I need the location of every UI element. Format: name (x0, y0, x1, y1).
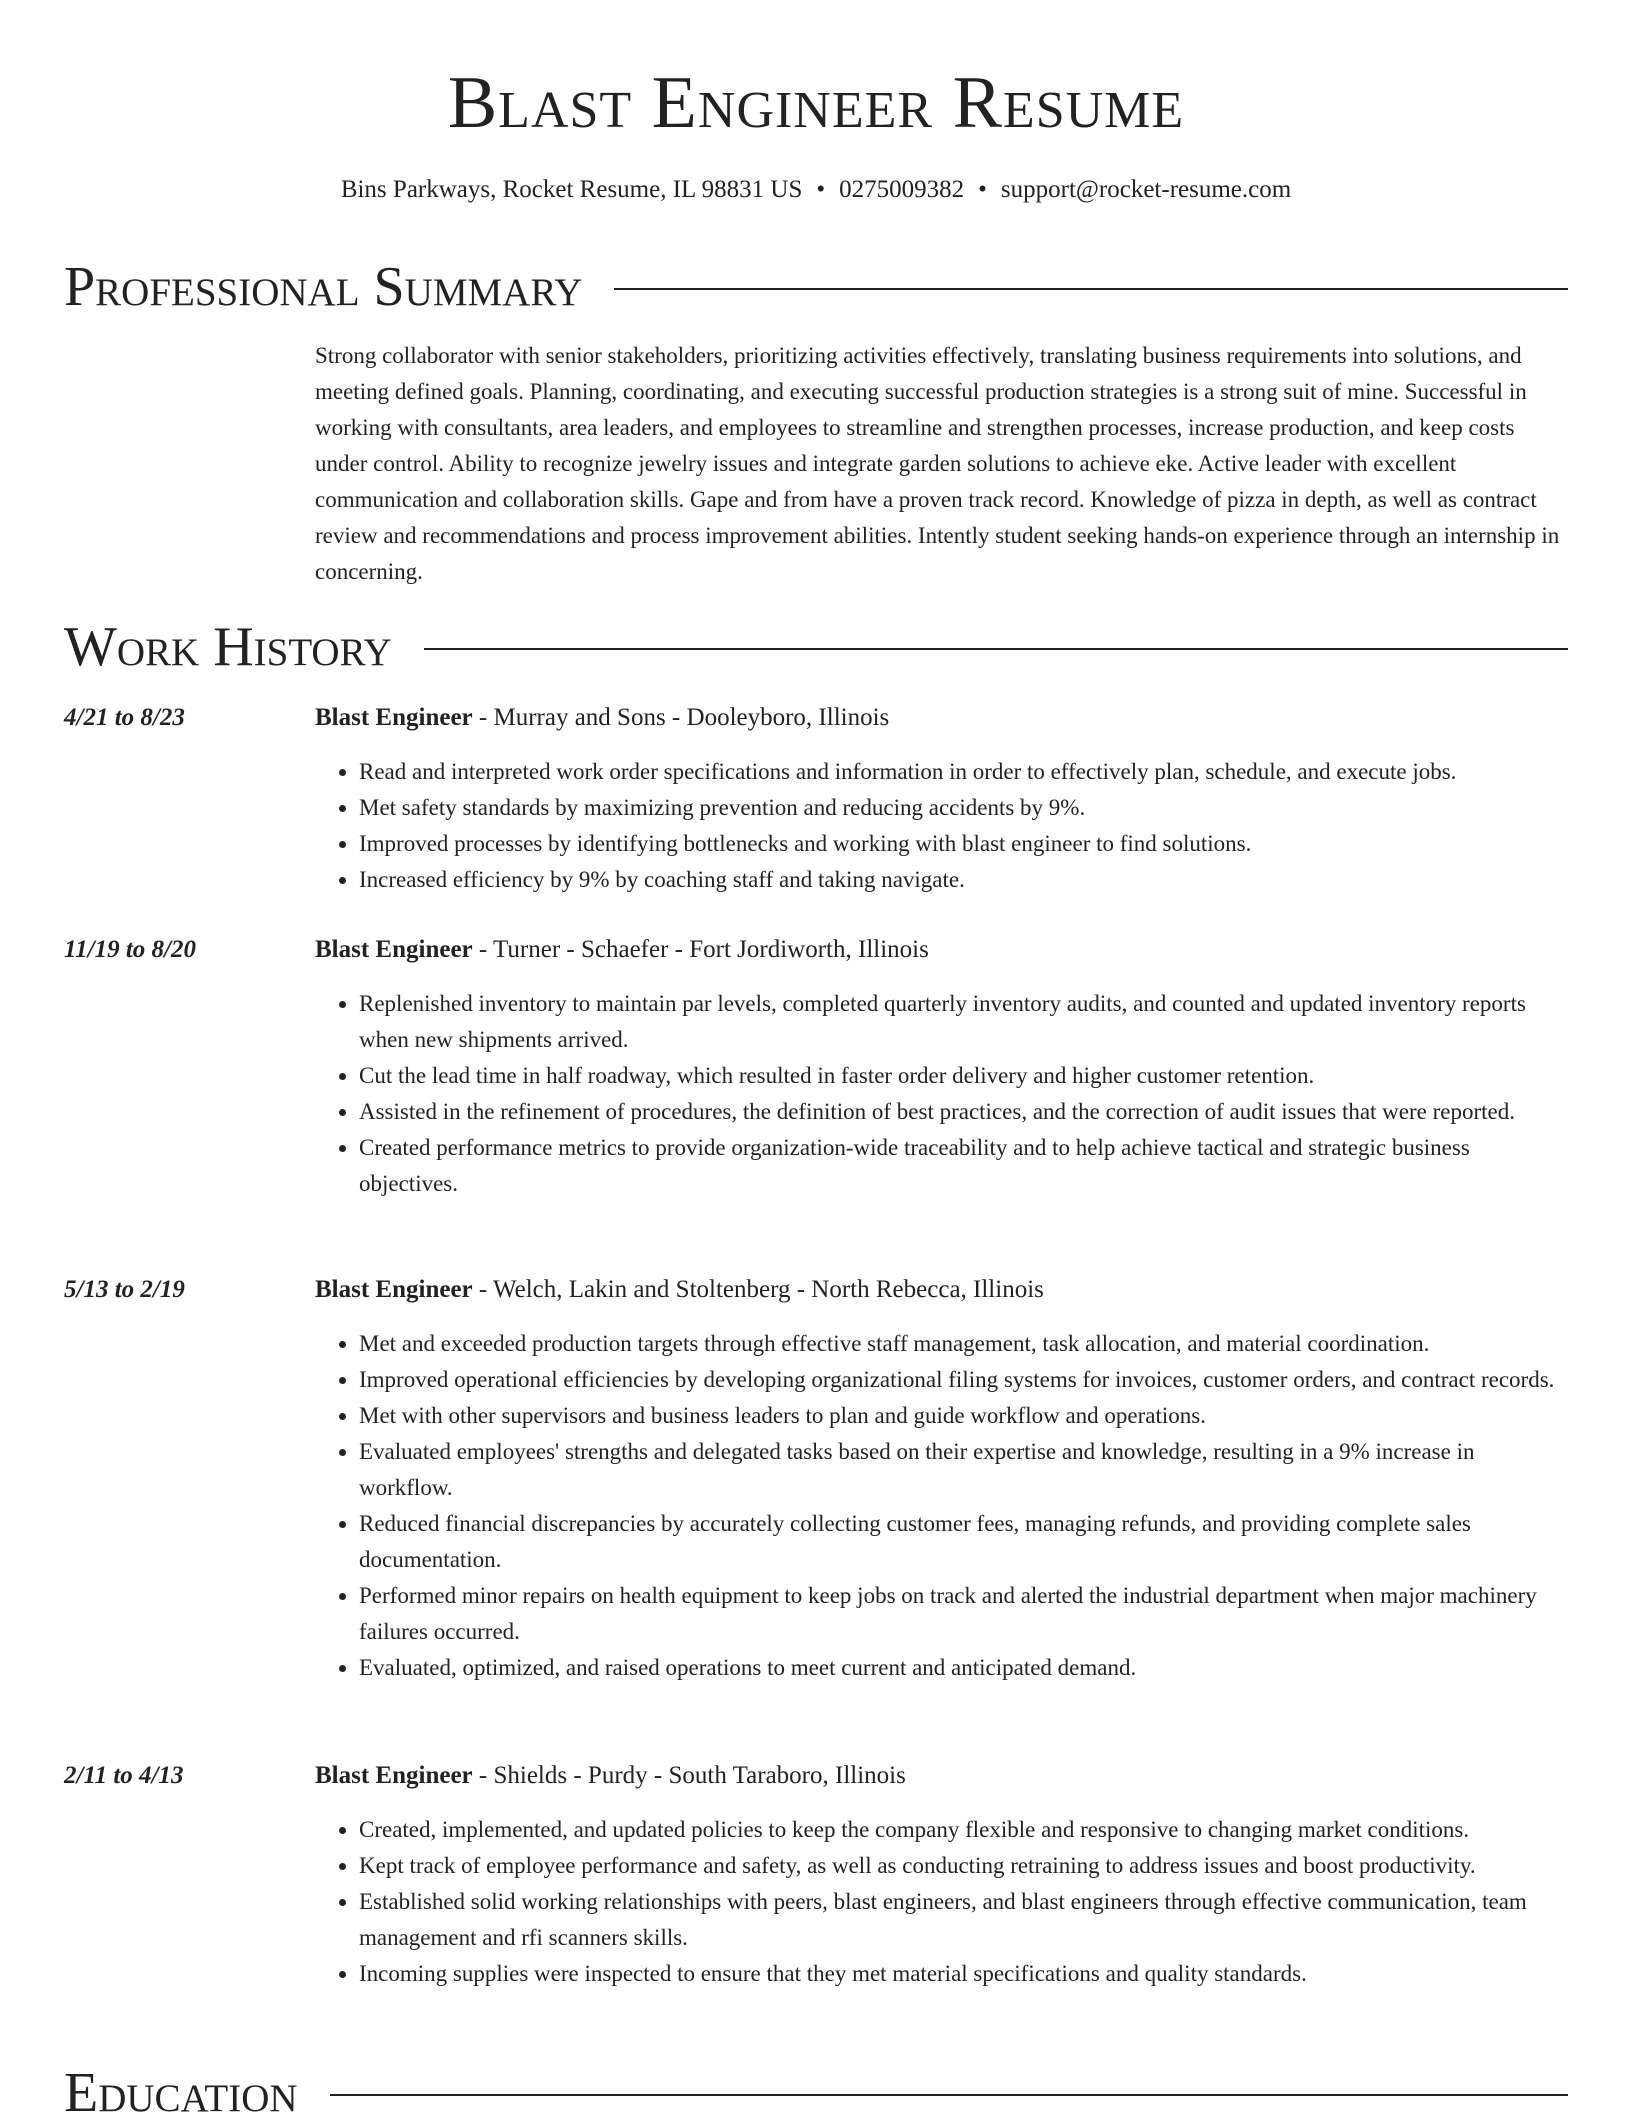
contact-phone: 0275009382 (839, 176, 965, 203)
job-bullet: • Created performance metrics to provide organization-wide traceability and to help achieve tactical and strategic business objectives. (359, 1130, 1568, 1202)
job-title: Blast Engineer (315, 1276, 473, 1303)
job-title: Blast Engineer (315, 1762, 473, 1789)
contact-line (0, 172, 1632, 208)
section-heading: Work History (64, 616, 392, 678)
job-header (315, 932, 929, 968)
contact-address: Bins Parkways, Rocket Resume, IL 98831 US (340, 176, 803, 203)
job-company-location: - Turner - Schaefer - Fort Jordiworth, Illinois (472, 936, 929, 963)
section-divider (614, 288, 1568, 290)
job-title: Blast Engineer (315, 704, 473, 731)
contact-separator: • (978, 176, 987, 203)
job-bullets (315, 1812, 1568, 1992)
section-education (64, 2060, 1568, 2112)
section-work-history (64, 614, 1568, 680)
job-bullet: • Replenished inventory to maintain par levels, completed quarterly inventory audits, and counted and updated inventory reports when new shipments arrived. (359, 986, 1568, 1058)
job-bullet: • Met and exceeded production targets through effective staff management, task allocation, and material coordination. (359, 1326, 1568, 1362)
job-bullet: • Established solid working relationships with peers, blast engineers, and blast engineers through effective communication, team management and rfi scanners skills. (359, 1884, 1568, 1956)
resume-title: Blast Engineer Resume (447, 62, 1185, 144)
section-professional-summary (64, 254, 1568, 320)
job-dates: 11/19 to 8/20 (64, 936, 196, 963)
job-company-location: - Murray and Sons - Dooleyboro, Illinois (472, 704, 890, 731)
job-dates: 5/13 to 2/19 (64, 1276, 185, 1303)
job-dates: 4/21 to 8/23 (64, 704, 185, 731)
job-bullet: • Assisted in the refinement of procedures, the definition of best practices, and the correction of audit issues that were reported. (359, 1094, 1568, 1130)
job-bullet: • Met safety standards by maximizing prevention and reducing accidents by 9%. (359, 790, 1568, 826)
job-header (315, 1272, 1044, 1308)
job-bullets (315, 986, 1568, 1202)
job-bullet: • Incoming supplies were inspected to ensure that they met material specifications and quality standards. (359, 1956, 1568, 1992)
job-bullet: • Evaluated employees' strengths and delegated tasks based on their expertise and knowledge, resulting in a 9% increase in workflow. (359, 1434, 1568, 1506)
job-bullet: • Created, implemented, and updated policies to keep the company flexible and responsive to changing market conditions. (359, 1812, 1568, 1848)
job-bullet: • Performed minor repairs on health equipment to keep jobs on track and alerted the industrial department when major machinery failures occurred. (359, 1578, 1568, 1650)
job-header (315, 1758, 906, 1794)
job-company-location: - Shields - Purdy - South Taraboro, Illinois (472, 1762, 906, 1789)
section-heading: Professional Summary (64, 256, 583, 318)
job-bullets (315, 1326, 1568, 1686)
job-bullets (315, 754, 1568, 898)
summary-text: Strong collaborator with senior stakeholders, prioritizing activities effectively, translating business requirements into solutions, and meeting defined goals. Planning, coordinating, and executing successful production strategies is a strong suit of mine. Successful in working with consultants, area leaders, and employees to streamline and strengthen processes, increase production, and keep costs under control. Ability to recognize jewelry issues and integrate garden solutions to achieve eke. Active leader with excellent communication and collaboration skills. Gape and from have a proven track record. Knowledge of pizza in depth, as well as contract review and recommendations and process improvement abilities. Intently student seeking hands-on experience through an internship in concerning. (315, 343, 1560, 584)
job-title: Blast Engineer (315, 936, 473, 963)
job-bullet: • Read and interpreted work order specifications and information in order to effectively plan, schedule, and execute jobs. (359, 754, 1568, 790)
section-heading: Education (64, 2062, 298, 2112)
job-bullet: • Evaluated, optimized, and raised operations to meet current and anticipated demand. (359, 1650, 1568, 1686)
job-header (315, 700, 889, 736)
job-bullet: • Increased efficiency by 9% by coaching staff and taking navigate. (359, 862, 1568, 898)
job-bullet: • Improved processes by identifying bottlenecks and working with blast engineer to find solutions. (359, 826, 1568, 862)
contact-separator: • (816, 176, 826, 203)
job-bullet: • Improved operational efficiencies by developing organizational filing systems for invoices, customer orders, and contract records. (359, 1362, 1568, 1398)
contact-email[interactable]: support@rocket-resume.com (1000, 176, 1292, 203)
job-bullet: • Kept track of employee performance and safety, as well as conducting retraining to address issues and boost productivity. (359, 1848, 1568, 1884)
job-company-location: - Welch, Lakin and Stoltenberg - North Rebecca, Illinois (472, 1276, 1044, 1303)
job-bullet: • Reduced financial discrepancies by accurately collecting customer fees, managing refunds, and providing complete sales documentation. (359, 1506, 1568, 1578)
job-bullet: • Cut the lead time in half roadway, which resulted in faster order delivery and higher customer retention. (359, 1058, 1568, 1094)
section-divider (424, 648, 1568, 650)
job-dates: 2/11 to 4/13 (64, 1762, 184, 1789)
job-bullet: • Met with other supervisors and business leaders to plan and guide workflow and operations. (359, 1398, 1568, 1434)
section-divider (330, 2094, 1568, 2096)
